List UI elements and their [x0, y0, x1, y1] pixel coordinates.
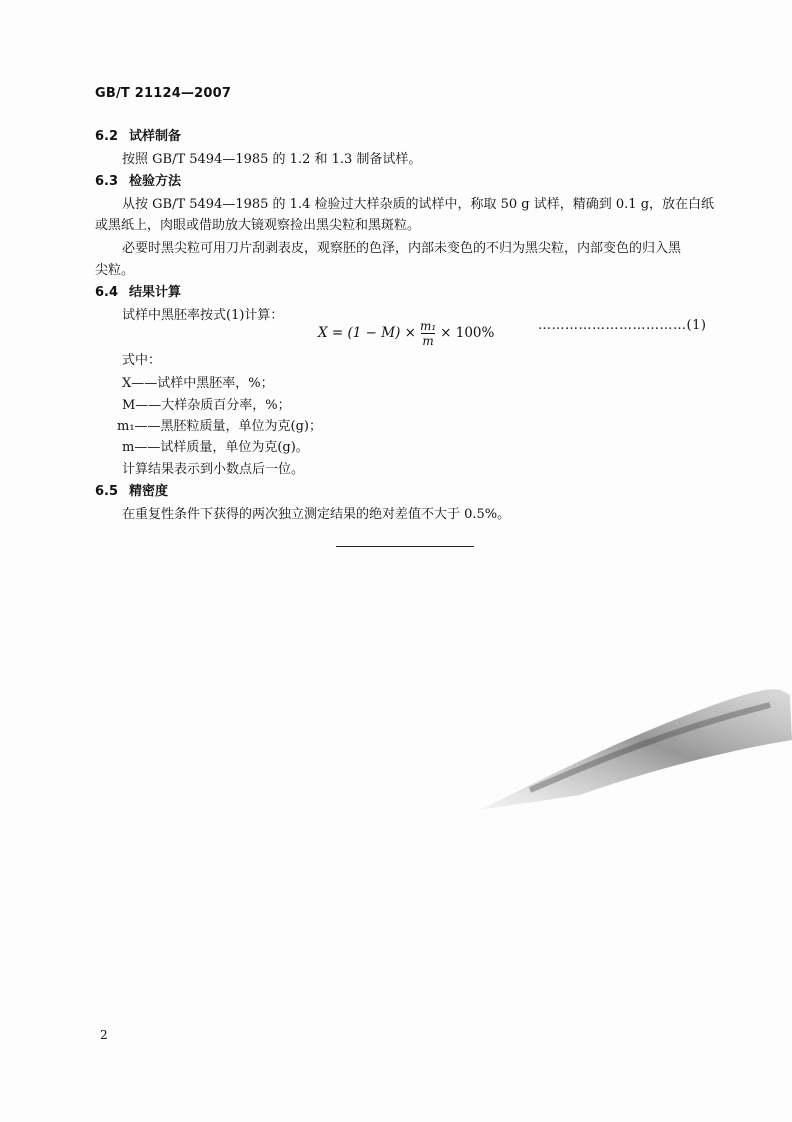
fraction-numerator: m₁ [419, 318, 437, 333]
section-heading-6-4 [95, 281, 181, 300]
variable-definition: m₁——黑胚粒质量，单位为克(g)； [117, 419, 323, 434]
end-rule [336, 546, 474, 547]
formula-intro: 试样中黑胚率按式(1)计算： [122, 308, 284, 323]
section-title: 精密度 [129, 484, 169, 499]
section-number: 6.3 [95, 174, 119, 189]
paragraph-line: 在重复性条件下获得的两次独立测定结果的绝对差值不大于 0.5%。 [122, 507, 511, 522]
equation-number: ……………………………(1) [538, 318, 707, 333]
paragraph-line: 尖粒。 [95, 263, 135, 278]
formula [318, 315, 494, 351]
section-number: 6.4 [95, 285, 119, 300]
formula-lhs: X = (1 − M) × [318, 325, 416, 341]
formula-rhs: × 100% [440, 325, 495, 341]
paragraph-line: 或黑纸上，肉眼或借助放大镜观察捡出黑尖粒和黑斑粒。 [95, 218, 421, 233]
section-heading-6-5 [95, 480, 168, 499]
result-note: 计算结果表示到小数点后一位。 [122, 462, 305, 477]
section-title: 检验方法 [129, 174, 182, 189]
document-header: GB/T 21124—2007 [95, 86, 232, 101]
variable-definition: M——大样杂质百分率，%； [122, 398, 291, 413]
where-label: 式中： [122, 353, 162, 368]
variable-definition: X——试样中黑胚率，%； [122, 376, 274, 391]
formula-fraction [420, 319, 436, 348]
section-title: 试样制备 [129, 129, 182, 144]
fraction-denominator: m [422, 333, 434, 348]
page-number: 2 [100, 1028, 108, 1042]
scan-smudge [470, 680, 792, 820]
section-title: 结果计算 [129, 285, 182, 300]
paragraph-line: 从按 GB/T 5494—1985 的 1.4 检验过大样杂质的试样中，称取 50 g 试样，精确到 0.1 g，放在白纸 [122, 197, 715, 212]
section-number: 6.2 [95, 129, 119, 144]
section-heading-6-3 [95, 170, 181, 189]
variable-definition: m——试样质量，单位为克(g)。 [122, 440, 309, 455]
paragraph-line: 按照 GB/T 5494—1985 的 1.2 和 1.3 制备试样。 [122, 152, 422, 167]
paragraph-line: 必要时黑尖粒可用刀片刮剥表皮，观察胚的色泽，内部未变色的不归为黑尖粒，内部变色的归入黑 [122, 241, 682, 256]
section-number: 6.5 [95, 484, 119, 499]
section-heading-6-2 [95, 125, 181, 144]
